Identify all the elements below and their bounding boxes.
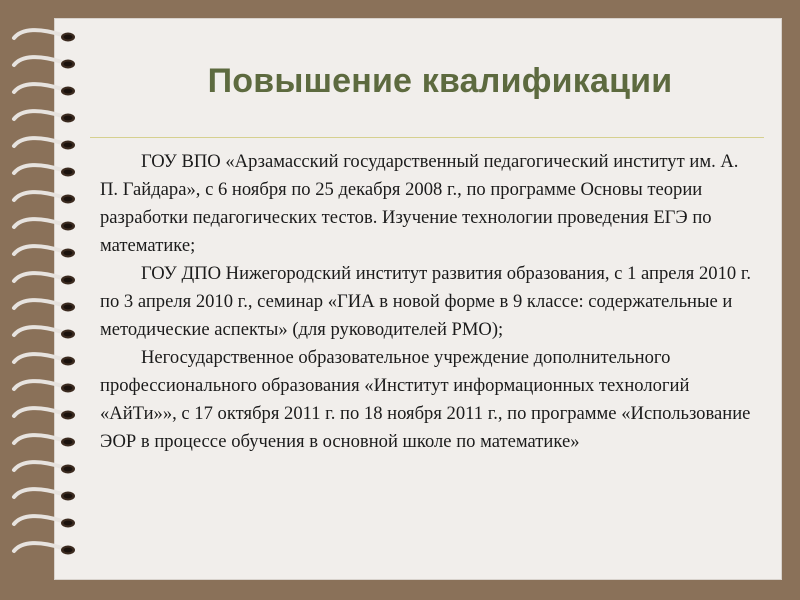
paragraph-1: ГОУ ВПО «Арзамасский государственный педагогический институт им. А. П. Гайдара», с 6 ноября по 25 декабря 2008 г., по программе Основы теории разработки педагогических тестов. Изучение технологии проведения ЕГЭ по математике;: [100, 151, 739, 256]
spiral-ring-icon: [10, 350, 80, 370]
slide-title: Повышение квалификации: [207, 62, 673, 100]
spiral-ring-icon: [10, 404, 80, 424]
spiral-ring-icon: [10, 485, 80, 505]
spiral-binding: [10, 26, 80, 566]
slide-body: [100, 148, 760, 456]
spiral-ring-icon: [10, 215, 80, 235]
spiral-ring-icon: [10, 80, 80, 100]
spiral-ring-icon: [10, 269, 80, 289]
spiral-ring-icon: [10, 161, 80, 181]
spiral-ring-icon: [10, 377, 80, 397]
spiral-ring-icon: [10, 242, 80, 262]
spiral-ring-icon: [10, 458, 80, 478]
spiral-ring-icon: [10, 134, 80, 154]
spiral-ring-icon: [10, 188, 80, 208]
spiral-ring-icon: [10, 512, 80, 532]
paragraph-2: ГОУ ДПО Нижегородский институт развития образования, с 1 апреля 2010 г. по 3 апреля 2010 г., семинар «ГИА в новой форме в 9 классе: содержательные и методические аспекты» (для руководителей РМО);: [100, 263, 752, 340]
paragraph-3: Негосударственное образовательное учреждение дополнительного профессионального образования «Институт информационных технологий «АйТи»», с 17 октября 2011 г. по 18 ноября 2011 г., по программе «Использование ЭОР в процессе обучения в основной школе по математике»: [100, 347, 751, 452]
spiral-ring-icon: [10, 539, 80, 559]
spiral-ring-icon: [10, 26, 80, 46]
spiral-ring-icon: [10, 323, 80, 343]
spiral-ring-icon: [10, 296, 80, 316]
spiral-ring-icon: [10, 107, 80, 127]
spiral-ring-icon: [10, 431, 80, 451]
title-divider: [90, 137, 764, 138]
spiral-ring-icon: [10, 53, 80, 73]
